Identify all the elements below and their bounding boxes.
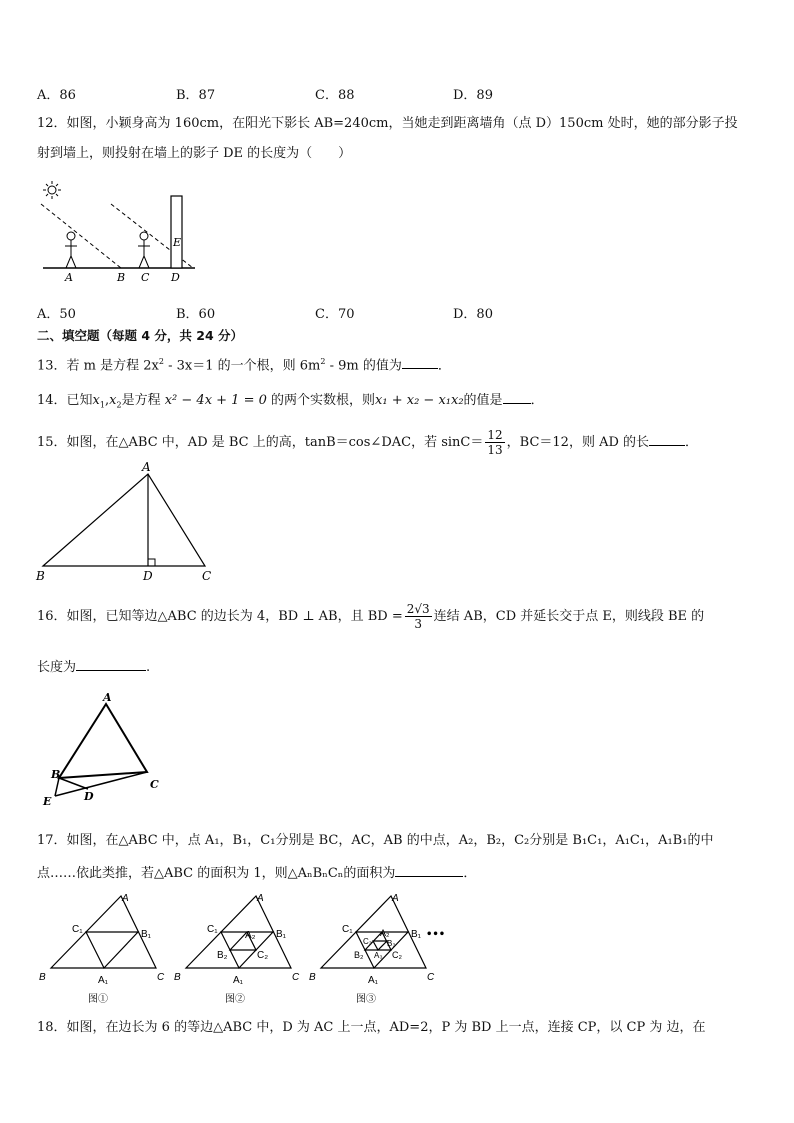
q17-f3-label-b3: B₃ — [387, 939, 396, 948]
q17-f3-label-c1: C₁ — [342, 924, 353, 935]
q15-fraction — [485, 428, 504, 457]
q16-label-c: C — [150, 778, 159, 791]
q15-label-b: B — [36, 569, 45, 583]
q17-f2-label-a: A — [257, 893, 264, 904]
q17-f3-label-c2: C₂ — [392, 950, 402, 960]
q17-f3-label-b: B — [309, 972, 316, 983]
q17-f1-label-c1: C₁ — [72, 924, 83, 935]
q14-equation: x² − 4x + 1 = 0 — [164, 393, 267, 408]
q12-label-b: B — [117, 271, 126, 284]
q15-text-post: ，BC＝12，则 AD 的长 — [506, 435, 650, 450]
q12-label-c: C — [141, 271, 150, 284]
q14-text-pre: 14．已知 — [37, 393, 93, 408]
q16-frac-den: 3 — [414, 617, 423, 631]
q17-f3-label-b2: B₂ — [354, 950, 364, 960]
q15-label-c: C — [202, 569, 212, 583]
q17-f3-label-b1: B₁ — [411, 929, 422, 940]
q11-option-d: D．89 — [453, 88, 493, 103]
q15 — [37, 428, 698, 458]
q14: 14．已知$x_1,x_2$是方程 x² − 4x + 1 = 0 的两个实数根，则x₁ + x₂ − x₁x₂的值是 ． — [37, 389, 544, 415]
q11-option-c: C．88 — [315, 88, 355, 103]
q17-f1-label-a1: A₁ — [98, 975, 109, 986]
q14-expression: x₁ + x₂ − x₁x₂ — [375, 393, 464, 408]
q16-figure — [37, 690, 177, 808]
q13-end: ． — [437, 358, 451, 374]
q12-option-b: B．60 — [176, 307, 216, 322]
q16-frac-num: 2√3 — [406, 602, 430, 616]
q14-answer-blank[interactable] — [503, 389, 531, 404]
q17-f1-label-a: A — [122, 893, 129, 904]
q16-label-e: E — [43, 795, 52, 808]
q14-text-mid2: 的两个实数根，则 — [271, 393, 376, 408]
q15-end: ． — [685, 435, 699, 450]
q17-caption-1: 图① — [88, 994, 108, 1005]
q17-answer-blank[interactable] — [395, 862, 463, 877]
q17-f2-label-b: B — [174, 972, 181, 983]
q12-option-d: D．80 — [453, 307, 493, 322]
q11-option-a: A．86 — [37, 88, 76, 103]
person-2-icon — [138, 232, 150, 268]
q16-text-line2: 长度为 — [37, 660, 77, 675]
q12-option-c: C．70 — [315, 307, 355, 322]
q12-label-e: E — [173, 236, 182, 249]
q16-answer-blank[interactable] — [76, 656, 146, 671]
person-1-icon — [65, 232, 77, 268]
q16-fraction — [405, 602, 432, 631]
q17-f3-label-a3: A₃ — [374, 951, 383, 960]
q17-line1: 17．如图，在△ABC 中，点 A₁，B₁，C₁分别是 BC，AC，AB 的中点，A₂，B₂，C₂分别是 B₁C₁，A₁C₁，A₁B₁的中 — [37, 833, 714, 848]
q15-frac-num: 12 — [487, 428, 503, 442]
q13: 13．若 m 是方程 $2x^2 - 3x=1$ 的一个根，则 $6m^2 - 9m$ 的值为 ． — [37, 353, 451, 375]
q12-line2: 射到墙上，则投射在墙上的影子 DE 的长度为（ ） — [37, 146, 352, 161]
q16-label-d: D — [84, 790, 94, 803]
q12-label-d: D — [171, 271, 180, 284]
q13-text-pre: 13．若 m 是方程 2x — [37, 358, 159, 374]
q16-end: . — [146, 660, 151, 675]
q15-label-d: D — [143, 569, 153, 583]
q14-text-post: 的值是 — [463, 393, 503, 408]
q12-figure — [37, 178, 207, 286]
q17-f1-label-c: C — [157, 972, 165, 983]
q16-text-post: 连结 AB，CD 并延长交于点 E，则线段 BE 的 — [433, 609, 705, 624]
q15-answer-blank[interactable] — [649, 431, 685, 446]
q17-figures — [36, 888, 456, 1010]
q17-f3-ellipsis: ••• — [426, 929, 446, 940]
q17-f2-label-a1: A₁ — [233, 975, 244, 986]
q17-f1-label-b: B — [39, 972, 46, 983]
q17-f3-label-c: C — [427, 972, 435, 983]
q15-frac-den: 13 — [487, 443, 503, 457]
q15-label-a: A — [142, 460, 151, 474]
q16-line1 — [37, 602, 704, 632]
q17-f2-label-c2: C₂ — [257, 950, 269, 961]
q14-text-mid: 是方程 — [121, 393, 161, 408]
q12-line1: 12．如图，小颖身高为 160cm，在阳光下影长 AB=240cm，当她走到距离墙角（点 D）150cm 处时，她的部分影子投 — [37, 116, 738, 131]
q17-f3-label-c3: C₃ — [363, 937, 373, 946]
q16-text-pre: 16．如图，已知等边△ABC 的边长为 4，BD ⊥ AB，且 BD = — [37, 609, 403, 624]
q17-line2 — [37, 862, 476, 883]
q18-line1: 18．如图，在边长为 6 的等边△ABC 中，D 为 AC 上一点，AD=2，P 为 BD 上一点，连接 CP，以 CP 为 边，在 — [37, 1020, 706, 1035]
q15-text-pre: 15．如图，在△ABC 中，AD 是 BC 上的高，tanB＝cos∠DAC，若 sinC＝ — [37, 435, 484, 450]
q16-line2 — [37, 656, 150, 677]
q17-f2-label-b1: B₁ — [276, 929, 287, 940]
q17-f2-label-b2: B₂ — [217, 950, 228, 961]
q13-text-post: - 9m 的值为 — [325, 358, 402, 374]
q16-label-b: B — [51, 768, 61, 781]
q17-f2-label-c1: C₁ — [207, 924, 218, 935]
q14-end: ． — [530, 393, 544, 408]
q13-answer-blank[interactable] — [402, 354, 438, 369]
q17-f3-label-a: A — [392, 893, 399, 904]
q17-caption-3: 图③ — [356, 994, 376, 1005]
sun-icon — [43, 181, 61, 199]
q17-f2-label-a2: A₂ — [245, 930, 256, 941]
q17-f3-label-a1: A₁ — [368, 975, 379, 986]
q17-text-line2: 点……依此类推，若△ABC 的面积为 1，则△AₙBₙCₙ的面积为 — [37, 866, 396, 881]
q11-option-b: B．87 — [176, 88, 216, 103]
q12-label-a: A — [65, 271, 73, 284]
q17-caption-2: 图② — [225, 994, 245, 1005]
q15-figure — [30, 460, 230, 585]
q17-f2-label-c: C — [292, 972, 300, 983]
q17-f1-label-b1: B₁ — [141, 929, 152, 940]
q17-f3-label-a2: A₂ — [380, 928, 390, 938]
q13-text-mid: - 3x＝1 的一个根，则 6m — [163, 358, 321, 374]
section-2-heading: 二、填空题（每题 4 分，共 24 分） — [37, 328, 244, 343]
q17-end: ． — [463, 866, 477, 881]
q12-option-a: A．50 — [37, 307, 76, 322]
q16-label-a: A — [103, 691, 112, 704]
